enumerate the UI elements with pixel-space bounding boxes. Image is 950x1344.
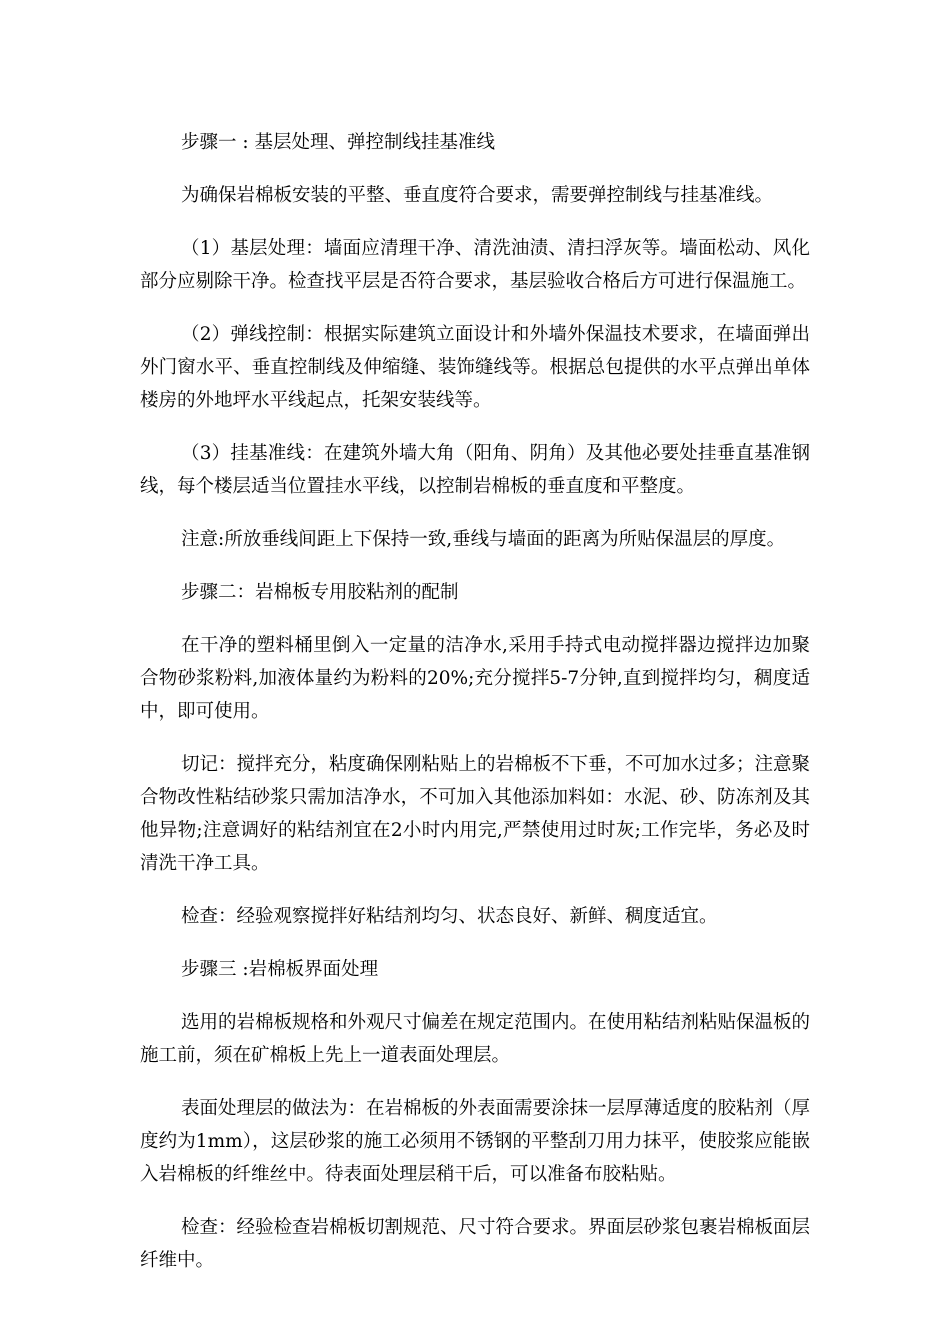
step1-item-1: （1）基层处理：墙面应清理干净、清洗油渍、清扫浮灰等。墙面松动、风化部分应剔除干净。检查找平层是否符合要求，基层验收合格后方可进行保温施工。 [140, 238, 810, 292]
step3-body: 选用的岩棉板规格和外观尺寸偏差在规定范围内。在使用粘结剂粘贴保温板的施工前，须在矿棉板上先上一道表面处理层。 [140, 1012, 811, 1066]
step2-caution: 切记：搅拌充分，粘度确保刚粘贴上的岩棉板不下垂，不可加水过多；注意聚合物改性粘结砂浆只需加洁净水，不可加入其他添加料如：水泥、砂、防冻剂及其他异物;注意调好的粘结剂宜在2小时内用完,严禁使用过时灰;工作完毕，务必及时清洗干净工具。 [140, 754, 811, 874]
step2-check: 检查：经验观察搅拌好粘结剂均匀、状态良好、新鲜、稠度适宜。 [181, 906, 718, 927]
step3-check: 检查：经验检查岩棉板切割规范、尺寸符合要求。界面层砂浆包裹岩棉板面层纤维中。 [140, 1217, 811, 1271]
step1-item-3: （3）挂基准线：在建筑外墙大角（阳角、阴角）及其他必要处挂垂直基准钢线，每个楼层适当位置挂水平线，以控制岩棉板的垂直度和平整度。 [140, 443, 810, 497]
step2-body: 在干净的塑料桶里倒入一定量的洁净水,采用手持式电动搅拌器边搅拌边加聚合物砂浆粉料,加液体量约为粉料的20%;充分搅拌5-7分钟,直到搅拌均匀，稠度适中，即可使用。 [140, 635, 810, 722]
step3-method: 表面处理层的做法为：在岩棉板的外表面需要涂抹一层厚薄适度的胶粘剂（厚度约为1mm），这层砂浆的施工必须用不锈钢的平整刮刀用力抹平，使胶浆应能嵌入岩棉板的纤维丝中。待表面处理层稍干后，可以准备布胶粘贴。 [140, 1098, 811, 1185]
step1-item-2: （2）弹线控制：根据实际建筑立面设计和外墙外保温技术要求，在墙面弹出外门窗水平、垂直控制线及伸缩缝、装饰缝线等。根据总包提供的水平点弹出单体楼房的外地坪水平线起点，托架安装线等。 [140, 324, 810, 411]
step1-intro: 为确保岩棉板安装的平整、垂直度符合要求，需要弹控制线与挂基准线。 [181, 185, 774, 206]
step1-note: 注意:所放垂线间距上下保持一致,垂线与墙面的距离为所贴保温层的厚度。 [181, 529, 786, 550]
step2-heading: 步骤二：岩棉板专用胶粘剂的配制 [181, 582, 459, 603]
document-body [140, 126, 810, 1297]
step1-heading: 步骤一 : 基层处理、弹控制线挂基准线 [181, 132, 495, 153]
step3-heading: 步骤三 :岩棉板界面处理 [181, 959, 379, 980]
